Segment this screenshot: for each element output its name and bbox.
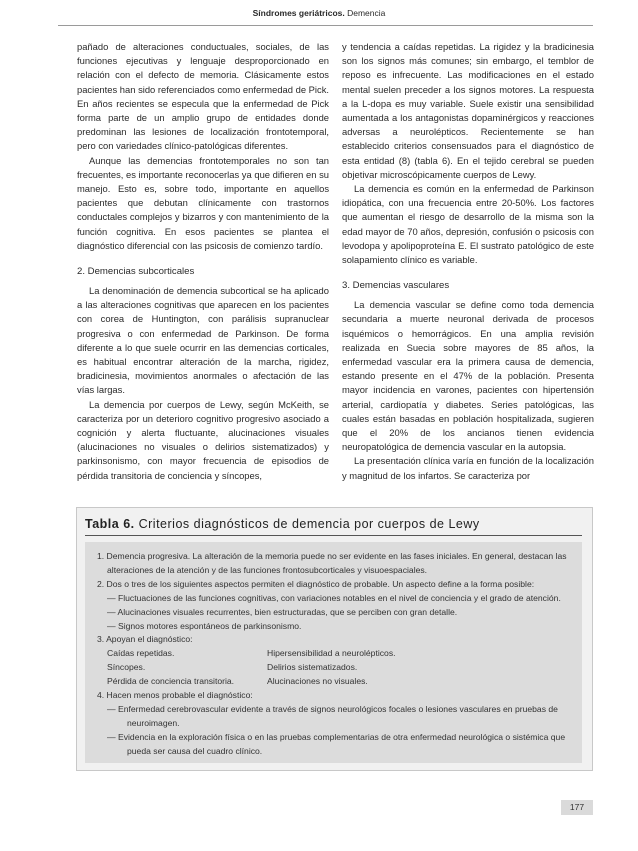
- header-section: Síndromes geriátricos.: [252, 8, 345, 18]
- left-paragraph-2: Aunque las demencias frontotemporales no son tan frecuentes, es importante reconocerlas ya que difieren en su manejo. Esto es, sobre todo, importante en aquellos pacientes que debutan clínicamente con trastornos conductales complejos y bizarros y con mantenimiento de la función cognitiva. En esos pacientes se plantea el diagnóstico diferencial con las psicosis de comienzo tardío.: [77, 154, 329, 251]
- left-paragraph-1: pañado de alteraciones conductuales, sociales, de las funciones ejecutivas y lenguaje desproporcionado en relación con el defecto de memoria. Clásicamente estos pacientes han sido referenciados como enfermedad de Pick. En años recientes se especula que la enfermedad de Pick forma parte de un amplio grupo de entidades donde predominan las lesiones de localización frontotemporal, pero con variedades clínico-patológicas diferentes.: [77, 41, 329, 152]
- criterion-4: 4. Hacen menos probable el diagnóstico:: [97, 690, 253, 701]
- table-title-rule: [85, 535, 582, 536]
- criterion-1: 1. Demencia progresiva. La alteración de la memoria puede no ser evidente en las fases iniciales. En general, destacan las alteraciones de la atención y de las funciones frontosubcorticales y visuoespaciales.: [97, 551, 567, 575]
- support-row-1: [97, 647, 567, 661]
- support-item: Delirios sistematizados.: [267, 662, 358, 673]
- left-paragraph-3: La denominación de demencia subcortical se ha aplicado a las alteraciones cognitivas que aparecen en los pacientes con corea de Huntington, con parálisis supranuclear progresiva o con enfermedad de Parkinson. De forma diferente a lo que suele ocurrir en las demencias corticales, es habitual encontrar alteración de la marcha, rigidez, bradicinesia, movimientos anormales o afectación de las vías largas.: [77, 285, 329, 396]
- left-paragraph-4: La demencia por cuerpos de Lewy, según McKeith, se caracteriza por un deterioro cognitivo progresivo asociado a cognición y alerta fluctuante, alucinaciones visuales (alucinaciones no visuales o delirios sistematizados) y parkinsonismo, con mayor frecuencia de episodios de pérdida transitoria de conciencia y síncopes,: [77, 398, 329, 481]
- support-row-2: [97, 661, 567, 675]
- right-column: [342, 40, 594, 483]
- support-row-3: [97, 675, 567, 689]
- table-6-box: [76, 507, 593, 771]
- right-paragraph-2: La demencia es común en la enfermedad de Parkinson idiopática, con una frecuencia entre 20-50%. Los factores que aumentan el riesgo de desarrollo de la misma son la edad mayor de 70 años, depresión, confusión o psicosis con levodopa y apolipoproteína E. El sustrato patológico de este solapamiento clínico es variable.: [342, 183, 594, 266]
- right-paragraph-4: La presentación clínica varía en función de la localización y magnitud de los infartos. Se caracteriza por: [342, 455, 594, 481]
- table-label: Tabla 6.: [85, 517, 135, 531]
- criteria-list: [97, 550, 567, 759]
- page-number: 177: [561, 800, 593, 815]
- support-item: Alucinaciones no visuales.: [267, 676, 368, 687]
- running-header: [0, 8, 638, 18]
- criterion-4a: — Enfermedad cerebrovascular evidente a través de signos neurológicos focales o lesiones vasculares en pruebas de neuroimagen.: [107, 703, 558, 728]
- table-caption: Criterios diagnósticos de demencia por cuerpos de Lewy: [138, 517, 480, 531]
- header-rule: [58, 25, 593, 26]
- section-heading-vasculares: 3. Demencias vasculares: [342, 280, 450, 292]
- table-title: [85, 517, 480, 531]
- header-topic: Demencia: [347, 8, 386, 18]
- criterion-4b: — Evidencia en la exploración física o en las pruebas complementarias de otra enfermedad neurológica o sistémica que pueda ser causa del cuadro clínico.: [107, 731, 566, 756]
- support-item: Hipersensibilidad a neurolépticos.: [267, 648, 396, 659]
- criterion-2: 2. Dos o tres de los siguientes aspectos permiten el diagnóstico de probable. Un aspecto define a la forma posible:: [97, 578, 535, 589]
- criterion-3: 3. Apoyan el diagnóstico:: [97, 634, 193, 645]
- criterion-2c: — Signos motores espontáneos de parkinsonismo.: [107, 620, 302, 631]
- right-paragraph-1: y tendencia a caídas repetidas. La rigidez y la bradicinesia son los signos más comunes; sin embargo, el temblor de reposo es infrecuente. Las modificaciones en el estado mental suelen preceder a los signos motores. La respuesta a la L-dopa es muy variable. Suele existir una sensibilidad aumentada a los antagonistas dopaminérgicos y reacciones adversas a neurolépticos. Recientemente se han establecido criterios consensuados para el diagnóstico de esta entidad (8) (tabla 6). En el tejido cerebral se pueden objetivar microscópicamente cuerpos de Lewy.: [342, 41, 594, 180]
- right-paragraph-3: La demencia vascular se define como toda demencia secundaria a muerte neuronal derivada de procesos isquémicos o hemorrágicos. En una amplia revisión realizada en Suecia sobre mayores de 85 años, la enfermedad vascular era la primera causa de demencia, estando presente en el 47% de la población. Presenta mayor incidencia en varones, pacientes con hipertensión arterial, cardiopatía y diabetes. Series patológicas, las cuales están basadas en población hospitalizada, sugieren que el 20% de los ancianos tienen evidencia neuropatológica de demencia vascular en la autopsia.: [342, 299, 594, 453]
- section-heading-subcorticales: 2. Demencias subcorticales: [77, 266, 195, 278]
- criterion-2a: — Fluctuaciones de las funciones cognitivas, con variaciones notables en el nivel de conciencia y el grado de atención.: [107, 592, 561, 603]
- support-item: Caídas repetidas.: [107, 648, 175, 659]
- criterion-2b: — Alucinaciones visuales recurrentes, bien estructuradas, que se perciben con gran detalle.: [107, 606, 458, 617]
- support-item: Síncopes.: [107, 662, 146, 673]
- table-body: [85, 542, 582, 763]
- support-item: Pérdida de conciencia transitoria.: [107, 676, 235, 687]
- left-column: [77, 40, 329, 483]
